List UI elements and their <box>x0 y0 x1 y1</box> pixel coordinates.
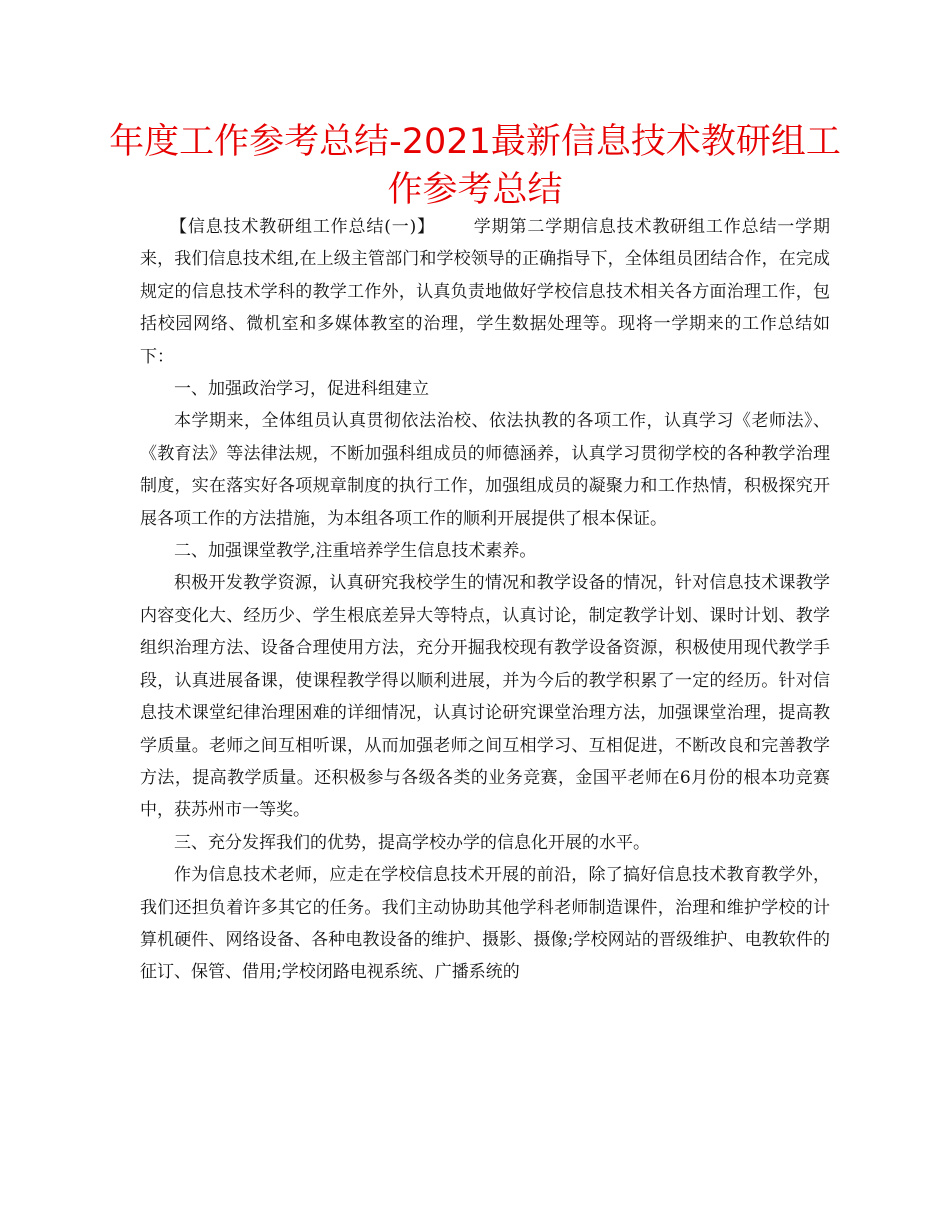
section-heading-3: 三、充分发挥我们的优势，提高学校办学的信息化开展的水平。 <box>174 832 650 853</box>
body-paragraph-3: 作为信息技术老师，应走在学校信息技术开展的前沿，除了搞好信息技术教育教学外，我们还担负着许多其它的任务。我们主动协助其他学科老师制造课件，治理和维护学校的计算机硬件、网络设备、各种电教设备的维护、摄影、摄像;学校网站的晋级维护、电教软件的征订、保管、借用;学校闭路电视系统、广播系统的 <box>140 865 830 983</box>
document-body <box>140 211 830 989</box>
document-title: 年度工作参考总结-2021最新信息技术教研组工作参考总结 <box>109 122 841 210</box>
intro-text: 学期第二学期信息技术教研组工作总结一学期来，我们信息技术组,在上级主管部门和学校领导的正确指导下，全体组员团结合作，在完成规定的信息技术学科的教学工作外，认真负责地做好学校信息技术相关各方面治理工作，包括校园网络、微机室和多媒体教室的治理，学生数据处理等。现将一学期来的工作总结如下： <box>140 217 831 367</box>
intro-label: 【信息技术教研组工作总结(一)】 <box>170 217 435 237</box>
section-heading-2: 二、加强课堂教学,注重培养学生信息技术素养。 <box>174 541 537 562</box>
section-heading-1: 一、加强政治学习，促进科组建立 <box>174 379 429 400</box>
body-paragraph-1: 本学期来，全体组员认真贯彻依法治校、依法执教的各项工作，认真学习《老师法》、《教育法》等法律法规，不断加强科组成员的师德涵养，认真学习贯彻学校的各种教学治理制度，实在落实好各项规章制度的执行工作，加强组成员的凝聚力和工作热情，积极探究开展各项工作的方法措施，为本组各项工作的顺利开展提供了根本保证。 <box>140 411 830 529</box>
body-paragraph-2: 积极开发教学资源，认真研究我校学生的情况和教学设备的情况，针对信息技术课教学内容变化大、经历少、学生根底差异大等特点，认真讨论，制定教学计划、课时计划、教学组织治理方法、设备合理使用方法，充分开掘我校现有教学设备资源，积极使用现代教学手段，认真进展备课，使课程教学得以顺利进展，并为今后的教学积累了一定的经历。针对信息技术课堂纪律治理困难的详细情况，认真讨论研究课堂治理方法，加强课堂治理，提高教学质量。老师之间互相听课，从而加强老师之间互相学习、互相促进，不断改良和完善教学方法，提高教学质量。还积极参与各级各类的业务竞赛，金国平老师在6月份的根本功竞赛中，获苏州市一等奖。 <box>140 573 830 821</box>
intro-paragraph <box>140 211 830 373</box>
